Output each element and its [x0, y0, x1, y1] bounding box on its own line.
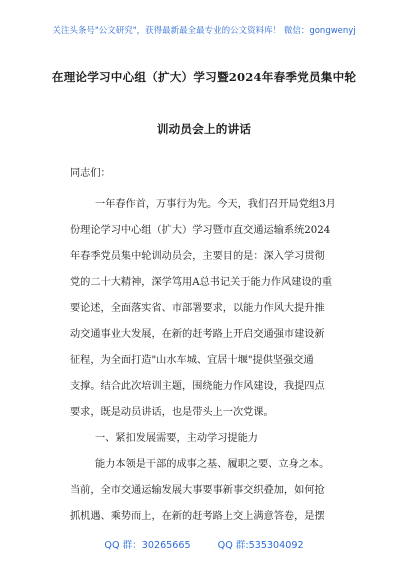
- body-line: 动交通事业大发展，在新的赶考路上开启交通强市建设新: [70, 329, 325, 340]
- document-title-line-2: 训动员会上的讲话: [156, 122, 252, 136]
- body-line: 当前，全市交通运输发展大事要事新事交织叠加，如何抢: [70, 485, 325, 496]
- body-line: 能力本领是干部的成事之基、履职之要、立身之本。: [95, 459, 330, 470]
- footer-qq-groups: [0, 537, 408, 551]
- section-heading: 一、紧扣发展需要，主动学习提能力: [95, 433, 258, 444]
- body-line: 抓机遇、乘势而上，在新的赶考路上交上满意答卷，是摆: [70, 511, 325, 522]
- salutation: 同志们：: [70, 168, 111, 179]
- footer-qq-group-2: QQ 群:535304092: [217, 540, 304, 551]
- body-line: 要论述，全面落实省、市部署要求，以能力作风大提升推: [70, 303, 325, 314]
- footer-qq-group-1: QQ 群：30265665: [104, 540, 191, 551]
- body-line: 征程，为全面打造"山水车城、宜居十堰"提供坚强交通: [70, 355, 314, 366]
- body-line: 一年春作首，万事行为先。今天，我们召开局党组3月: [95, 199, 336, 210]
- body-line: 党的二十大精神，深学笃用A总书记关于能力作风建设的重: [70, 277, 333, 288]
- body-line: 支撑。结合此次培训主题，围绕能力作风建设，我提四点: [70, 381, 325, 392]
- body-line: 年春季党员集中轮训动员会，主要目的是：深入学习贯彻: [70, 251, 325, 262]
- document-title-line-1: 在理论学习中心组（扩大）学习暨2024年春季党员集中轮: [51, 70, 357, 84]
- body-line: 要求，既是动员讲话，也是带头上一次党课。: [70, 407, 274, 418]
- body-line: 份理论学习中心组（扩大）学习暨市直交通运输系统2024: [70, 225, 331, 236]
- top-banner: 关注头条号"公文研究"，获得最新最全最专业的公文资料库！ 微信：gongwenyj: [52, 26, 356, 36]
